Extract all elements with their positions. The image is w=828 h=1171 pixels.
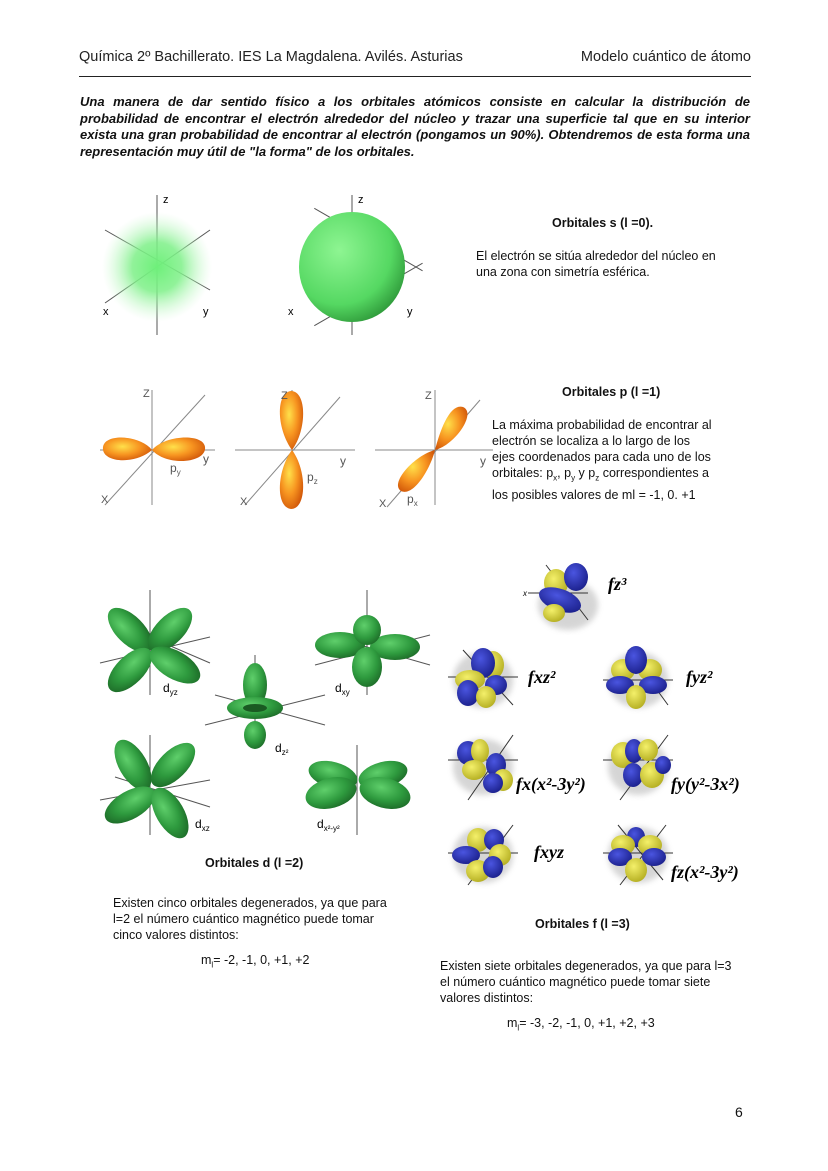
svg-text:y: y	[407, 306, 413, 318]
svg-text:y: y	[480, 454, 486, 468]
svg-text:fxyz: fxyz	[534, 842, 564, 862]
svg-text:fz³: fz³	[608, 574, 627, 594]
s-orbital-figure	[95, 185, 425, 345]
page-number: 6	[735, 1104, 743, 1120]
s-orbital-cloud	[102, 194, 212, 335]
f-ml-values: $m_l= -3$, -2, -1, 0, +1, +2, +3	[507, 1016, 655, 1033]
s-section-title: Orbitales s (l =0).	[552, 216, 654, 230]
svg-text:px: $p_x$	[407, 492, 418, 508]
svg-text:X: X	[240, 496, 248, 508]
p-orbital-pz	[235, 390, 355, 509]
f-section-title: Orbitales f (l =3)	[535, 917, 630, 931]
d-orbital-dx2-y2	[302, 745, 414, 835]
d-orbital-dxz	[99, 734, 210, 844]
d-orbital-dxy	[315, 590, 430, 697]
header-course: Química 2º Bachillerato. IES La Magdalena. Avilés. Asturias	[79, 49, 463, 65]
svg-text:fyz²: fyz²	[686, 667, 713, 687]
header-topic: Modelo cuántico de átomo	[580, 49, 751, 65]
s-orbital-sphere	[288, 194, 423, 335]
svg-text:dz²: $d_{z^2}$	[275, 741, 289, 757]
intro-paragraph: Una manera de dar sentido físico a los orbitales atómicos consiste en calcular la distribución de probabilidad de encontrar el electrón alrededor del núcleo y trazar una superficie tal que en su interior exista una gran probabilidad de encontrar al electrón (pongamos un 90%). Obtendremos de esta forma una representación muy útil de "la forma" de los orbitales.	[80, 94, 750, 159]
svg-text:y: y	[203, 306, 209, 318]
s-section-text: El electrón se sitúa alrededor del núcleo en una zona con simetría esférica.	[476, 249, 716, 279]
svg-text:Z: Z	[425, 390, 432, 402]
svg-text:Z: Z	[143, 388, 150, 400]
d-orbital-figure	[95, 585, 435, 845]
svg-text:dyz: $d_{yz}$	[163, 681, 178, 697]
d-ml-values: $m_l= -2$, -1, 0, +1, +2	[201, 953, 310, 970]
svg-text:pz: $p_z$	[307, 470, 318, 486]
svg-text:fxz²: fxz²	[528, 667, 556, 687]
svg-text:x: x	[523, 589, 527, 598]
p-orbital-figure	[95, 385, 495, 510]
p-section-text: La máxima probabilidad de encontrar al electrón se localiza a lo largo de los ejes coordenados para cada uno de los orbitales: $p_x$, $p_y$ y $p_z$ correspondientes a los posibles valores de ml = -1, 0. +1	[492, 418, 712, 502]
f-orbital-fxyz	[448, 825, 564, 885]
svg-text:Z: Z	[281, 390, 288, 402]
f-orbital-fxz2	[448, 648, 556, 708]
f-orbital-fz-x2-3y2	[603, 825, 739, 885]
d-orbital-dz2	[205, 655, 325, 757]
f-orbital-fx-x2-3y2	[448, 735, 586, 800]
p-orbital-py	[100, 388, 215, 506]
f-orbital-fy-y2-3x2	[603, 735, 740, 800]
d-section-text: Existen cinco orbitales degenerados, ya que para l=2 el número cuántico magnético puede tomar cinco valores distintos:	[113, 896, 387, 942]
svg-text:py: $p_y$	[170, 461, 181, 477]
f-orbital-fyz2	[603, 646, 713, 709]
svg-text:fz(x²-3y²): fz(x²-3y²)	[671, 862, 739, 882]
svg-text:X: X	[101, 494, 109, 506]
f-section-text: Existen siete orbitales degenerados, ya que para l=3 el número cuántico magnético puede tomar siete valores distintos:	[440, 959, 732, 1005]
svg-text:fx(x²-3y²): fx(x²-3y²)	[516, 774, 586, 794]
svg-text:z: z	[163, 194, 169, 206]
p-orbital-px	[375, 390, 493, 510]
d-section-title: Orbitales d (l =2)	[205, 856, 304, 870]
svg-text:dx²-y²: $d_{x^2-y^2}$	[317, 817, 340, 833]
f-orbital-figure	[438, 555, 758, 900]
svg-text:x: x	[103, 306, 109, 318]
d-orbital-dyz	[100, 590, 210, 700]
page-header	[79, 49, 751, 77]
p-section-title: Orbitales p (l =1)	[562, 385, 661, 399]
svg-text:z: z	[358, 194, 364, 206]
svg-text:dxz: $d_{xz}$	[195, 817, 210, 833]
svg-text:dxy: $d_{xy}$	[335, 681, 350, 697]
svg-text:fy(y²-3x²): fy(y²-3x²)	[671, 774, 740, 794]
svg-text:X: X	[379, 498, 387, 510]
svg-text:y: y	[340, 454, 346, 468]
f-orbital-fz3	[522, 563, 627, 630]
svg-text:y: y	[203, 452, 209, 466]
svg-text:x: x	[288, 306, 294, 318]
